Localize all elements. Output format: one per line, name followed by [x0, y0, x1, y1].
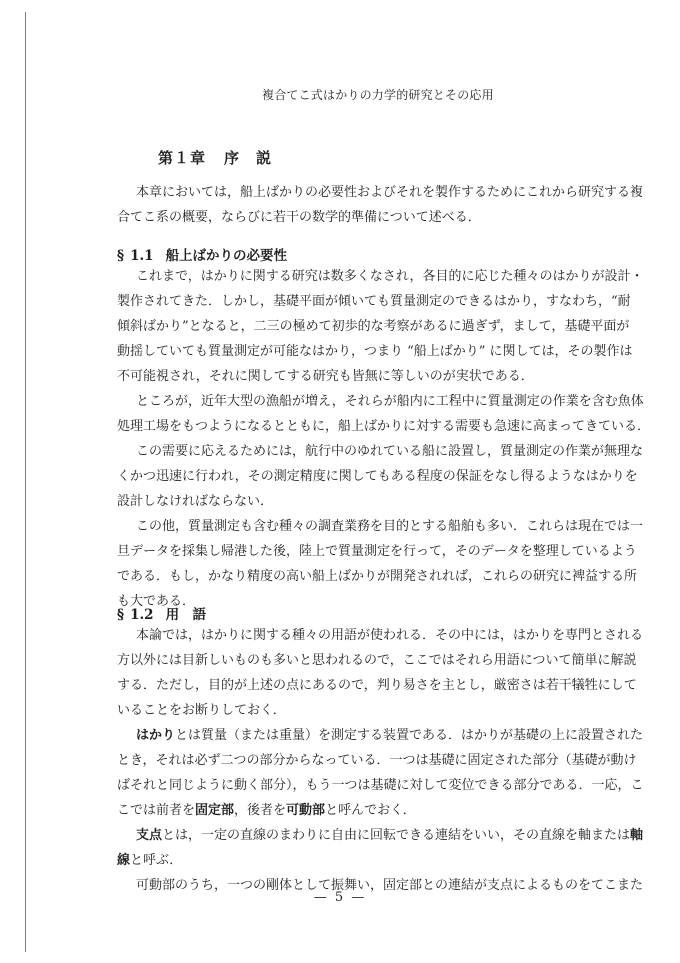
section-heading-1-1: [117, 244, 287, 264]
paragraph-line: ばそれと同じように動く部分），もう一つは基礎に対して変位できる部分である．一応，こ: [117, 778, 644, 793]
paragraph-line: も大である．: [117, 594, 196, 609]
chapter-intro: [117, 180, 644, 230]
paragraph-line: 支点とは，一定の直線のまわりに自由に回転できる連結をいい，その直線を軸または軸: [136, 828, 644, 843]
section-number: 1.2: [130, 607, 154, 623]
paragraph-line: 製作されてきた．しかし，基礎平面が傾いても質量測定のできるはかり，すなわち，“耐: [117, 294, 631, 309]
paragraph-line: 設計しなければならない．: [117, 494, 274, 509]
paragraph-line: 線と呼ぶ．: [117, 853, 183, 868]
paragraph-line: この他，質量測定も含む種々の調査業務を目的とする船舶も多い．これらは現在では一: [136, 519, 644, 534]
paragraph-line: [117, 723, 644, 748]
paragraph-line: である．もし，かなり精度の高い船上ばかりが開発されれば，これらの研究に裨益する所: [117, 569, 638, 584]
section-mark: §: [117, 248, 125, 264]
term-axis: 軸: [630, 828, 644, 843]
section-title: 船上ばかりの必要性: [165, 248, 288, 264]
paragraph-line: 動揺していても質量測定が可能なはかり，つまり “船上ばかり” に関しては，その製作は: [117, 344, 633, 359]
paragraph-line: 旦データを採集し帰港した後，陸上で質量測定を行って，そのデータを整理しているよう: [117, 544, 637, 559]
paragraph-line: ところが，近年大型の漁船が増え，それらが船内に工程中に質量測定の作業を含む魚体: [136, 394, 644, 409]
paragraph-line: この需要に応えるためには，航行中のゆれている船に設置し，質量測定の作業が無理な: [136, 444, 644, 459]
term-axis-line: 線: [117, 853, 131, 868]
paragraph-line: とき，それは必ず二つの部分からなっている．一つは基礎に固定された部分（基礎が動け: [117, 753, 637, 768]
page-number: — 5 —: [313, 890, 367, 905]
chapter-title: 序 説: [224, 149, 273, 167]
section-1-2-body: [117, 623, 644, 898]
paragraph-line: 可動部のうち，一つの剛体として振舞い，固定部との連結が支点によるものをてこまた: [136, 878, 644, 893]
paragraph-line: 傾斜ばかり”となると，二三の極めて初歩的な考察があるに過ぎず，まして，基礎平面が: [117, 319, 630, 334]
section-heading-1-2: [117, 603, 206, 623]
paragraph-line: する．ただし，目的が上述の点にあるので，判り易さを主とし，厳密さは若干犠牲にして: [117, 678, 637, 693]
section-title: 用 語: [165, 607, 207, 623]
section-mark: §: [117, 607, 125, 623]
section-1-1-body: [117, 264, 651, 614]
chapter-number: 第１章: [158, 149, 207, 167]
term-fulcrum: 支点: [136, 828, 163, 843]
running-header: 複合てこ式はかりの力学的研究とその応用: [262, 88, 494, 102]
paragraph-line: 本論では，はかりに関する種々の用語が使われる．その中には，はかりを専門とされる: [136, 628, 644, 643]
term-scale: はかり: [136, 728, 176, 743]
term-fixed-part: 固定部: [195, 803, 235, 818]
section-number: 1.1: [130, 248, 154, 264]
paragraph-line: くかつ迅速に行われ，その測定精度に関してもある程度の保証をなし得るようなはかりを: [117, 469, 638, 484]
paragraph-line: 処理工場をもつようになるとともに，船上ばかりに対する需要も急速に高まってきている．: [117, 419, 651, 434]
term-movable-part: 可動部: [286, 803, 326, 818]
paragraph-line: これまで，はかりに関する研究は数多くなされ，各目的に応じた種々のはかりが設計・: [136, 269, 644, 284]
paragraph-line: 方以外には目新しいものも多いと思われるので，ここではそれら用語について簡単に解説: [117, 653, 637, 668]
binding-margin-line: [25, 12, 26, 952]
paragraph-line: いることをお断りしておく．: [117, 703, 286, 718]
paragraph-line: 不可能視され，それに関してする研究も皆無に等しいのが実状である．: [117, 369, 534, 384]
term-scale-definition: とは質量（または重量）を測定する装置である．はかりが基礎の上に設置された: [175, 728, 644, 743]
chapter-heading: [158, 147, 272, 168]
paragraph-line: 合てこ系の概要，ならびに若干の数学的準備について述べる．: [117, 210, 481, 225]
paragraph-line: こでは前者を固定部，後者を可動部と呼んでおく．: [117, 803, 416, 818]
paragraph-line: 本章においては，船上ばかりの必要性およびそれを製作するためにこれから研究する複: [136, 185, 644, 200]
